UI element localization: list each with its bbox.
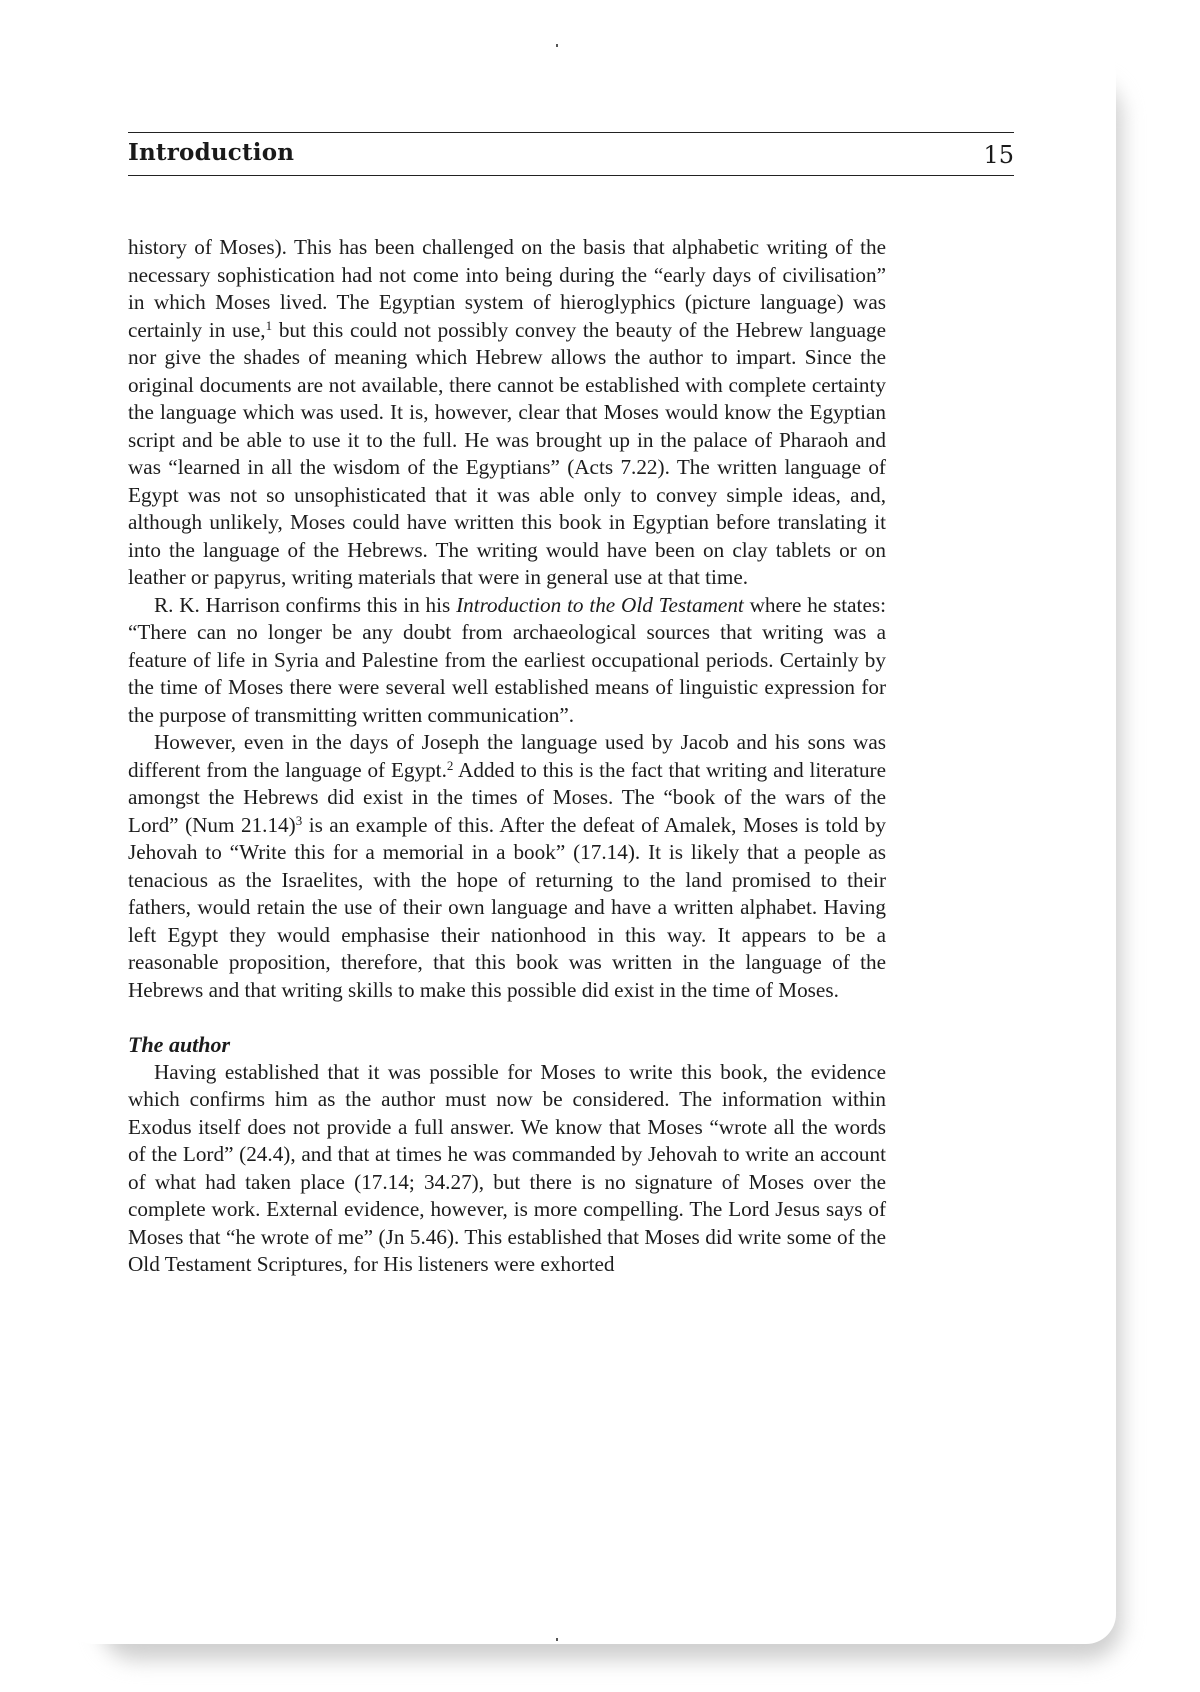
bottom-crop-mark bbox=[556, 1638, 558, 1641]
paragraph bbox=[128, 729, 886, 1004]
paragraph-text: R. K. Harrison confirms this in his bbox=[154, 592, 457, 617]
paragraph-text: Having established that it was possible for Moses to write this book, the evidence which confirms him as the author must now be considered. The information within Exodus itself does not provide a full answer. We know that Moses “wrote all the words of the Lord” (24.4), and that at times he was commanded by Jehovah to write an account of what had taken place (17.14; 34.27), but there is no signature of Moses over the complete work. External evidence, however, is more compelling. The Lord Jesus says of Moses that “he wrote of me” (Jn 5.46). This established that Moses did write some of the Old Testament Scriptures, for His listeners were exhorted bbox=[128, 1059, 886, 1276]
footnote-ref: 3 bbox=[295, 812, 303, 828]
paragraph bbox=[128, 592, 886, 730]
section-heading: The author bbox=[128, 1032, 231, 1057]
paragraph-text: Added to this is the fact that writing and literature amongst the Hebrews did exist in the times of Moses. The “book of the wars of the Lord” (Num 21.14) bbox=[128, 757, 886, 837]
paragraph-text: but this could not possibly convey the beauty of the Hebrew language nor give the shades of meaning which Hebrew allows the author to impart. Since the original documents are not available, there cannot be established with complete certainty the language which was used. It is, however, clear that Moses would know the Egyptian script and be able to use it to the full. He was brought up in the palace of Pharaoh and was “learned in all the wisdom of the Egyptians” (Acts 7.22). The written language of Egypt was not so unsophisticated that it was able only to convey simple ideas, and, although unlikely, Moses could have written this book in Egyptian before translating it into the language of the Hebrews. The writing would have been on clay tablets or on leather or papyrus, writing materials that were in general use at that time. bbox=[128, 317, 886, 589]
paragraph bbox=[128, 234, 886, 592]
page-number: 15 bbox=[983, 141, 1014, 169]
body-text bbox=[128, 234, 886, 1279]
paragraph-text: However, even in the days of Joseph the language used by Jacob and his sons was different from the language of Egypt. bbox=[128, 730, 886, 782]
paragraph bbox=[128, 1059, 886, 1279]
running-head bbox=[128, 132, 1014, 176]
paragraph-text: history of Moses). This has been challenged on the basis that alphabetic writing of the necessary sophistication had not come into being during the “early days of civilisation” in which Moses lived. The Egyptian system of hieroglyphics (picture language) was certainly in use, bbox=[128, 235, 886, 342]
footnote-ref: 2 bbox=[446, 757, 454, 773]
top-crop-mark bbox=[556, 44, 558, 47]
book-title-reference: Introduction to the Old Testament bbox=[456, 592, 744, 617]
running-head-title: Introduction bbox=[128, 139, 295, 166]
paragraph-text: is an example of this. After the defeat of Amalek, Moses is told by Jehovah to “Write this for a memorial in a book” (17.14). It is likely that a people as tenacious as the Israelites, with the hope of returning to the land promised to their fathers, would retain the use of their own language and have a written alphabet. Having left Egypt they would emphasise their nationhood in this way. It appears to be a reasonable proposition, therefore, that this book was written in the language of the Hebrews and that writing skills to make this possible did exist in the time of Moses. bbox=[128, 812, 887, 1002]
paragraph-text: where he states: “There can no longer be any doubt from archaeological sources that writing was a feature of life in Syria and Palestine from the earliest occupational periods. Certainly by the time of Moses there were several well established means of linguistic expression for the purpose of transmitting written communication”. bbox=[128, 592, 886, 727]
footnote-ref: 1 bbox=[265, 317, 273, 333]
